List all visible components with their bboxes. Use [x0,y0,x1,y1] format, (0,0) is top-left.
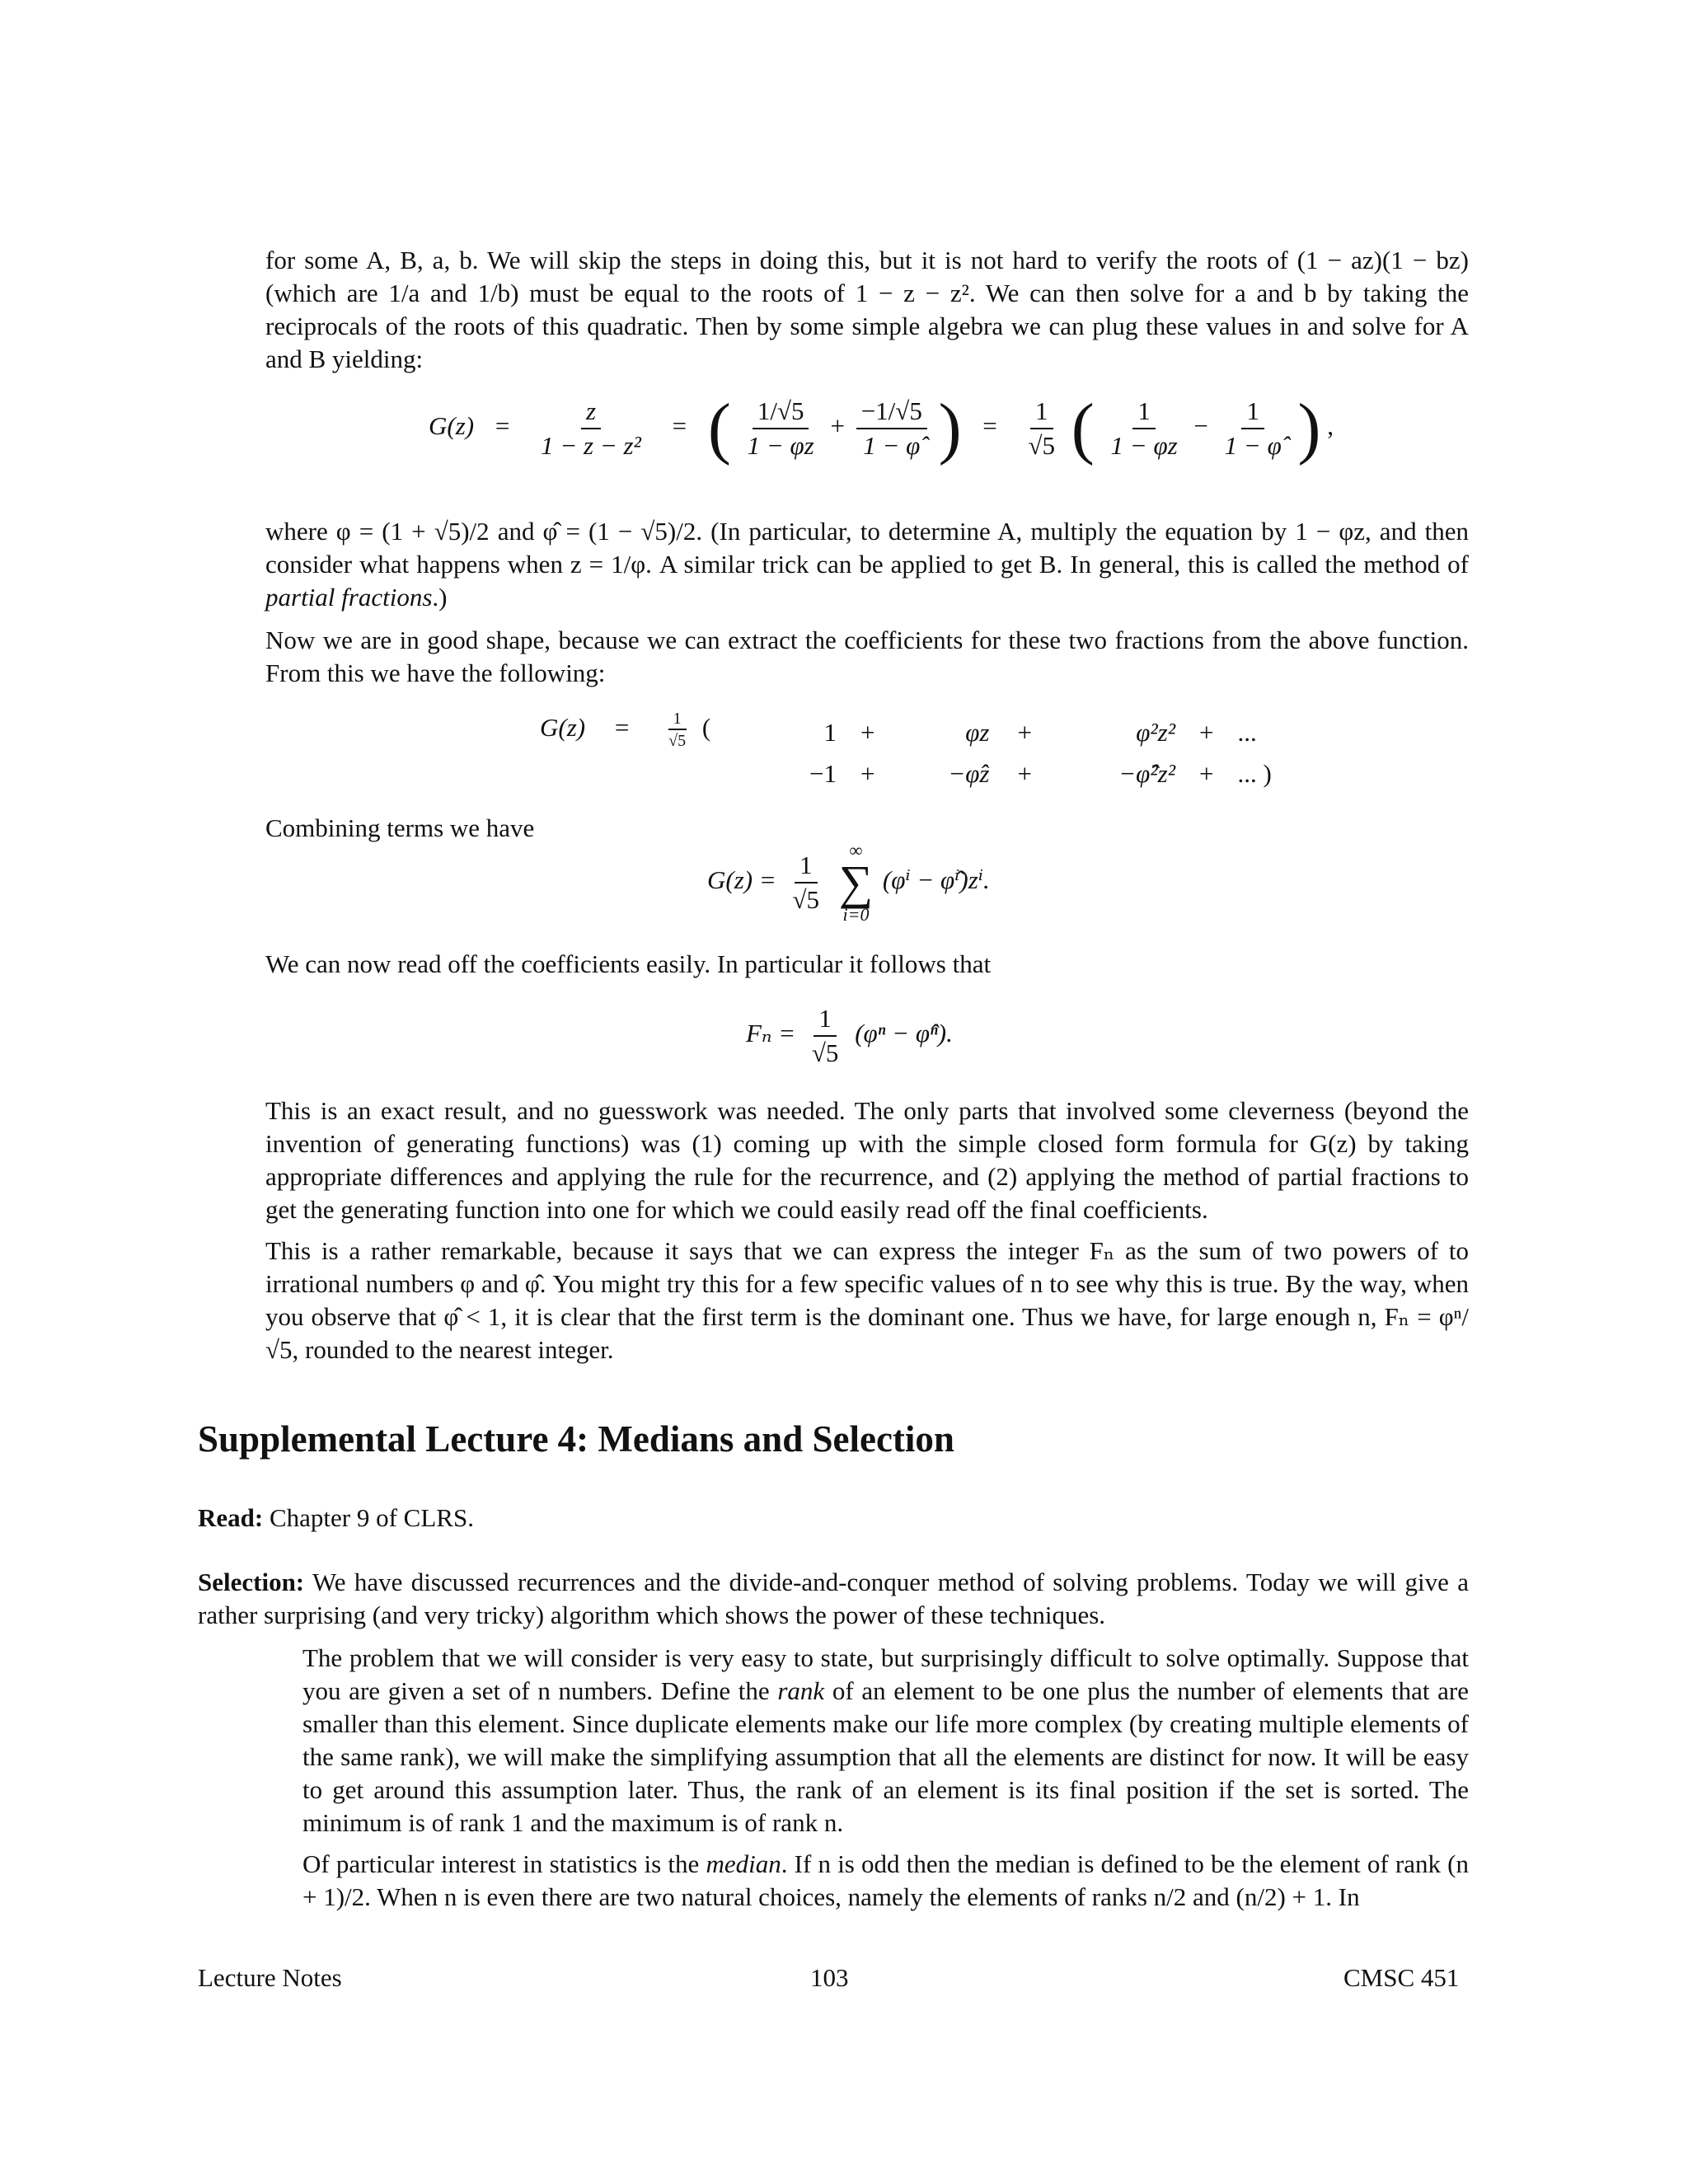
eq1-equals-1: = [495,411,510,441]
eq2-coefficient: $\frac{1}{√5}$ [668,710,687,750]
eq1-lhs: G(z) [429,411,475,441]
footer-right: CMSC 451 [1343,1963,1460,1992]
eq1-equals-2: = [672,411,687,441]
paragraph-extract-coefficients: Now we are in good shape, because we can extract the coefficients for these two fractions from the above function. From this we have the following: [265,626,1469,687]
eq1-fraction-1: $\frac{z}{\text{1 − z − z²}}$ [541,396,641,460]
eq3-body: (φⁱ − φ̂ⁱ)zⁱ. [882,865,990,895]
eq4-coefficient: $\frac{1}{√5}$ [811,1004,839,1067]
equation-closed-sum [707,841,990,925]
eq1-right-paren-2: ) [1297,390,1321,466]
emphasis-median: median [706,1849,781,1878]
footer-page-number: 103 [810,1963,849,1992]
eq4-body: (φⁿ − φ̂ⁿ). [855,1019,953,1048]
footer-left: Lecture Notes [198,1963,342,1992]
emphasis-rank: rank [777,1676,825,1705]
eq1-left-paren: ( [707,390,731,466]
eq2-lhs: G(z) [540,713,586,743]
eq2-open-paren: ( [701,713,711,743]
eq1-minus: − [1193,411,1208,441]
eq2-equals: = [614,713,630,743]
paragraph-selection: Selection: We have discussed recurrences and the divide-and-conquer method of solving problems. Today we will give a rather surprising (and very tricky) algorithm which shows the power of these techniques. [198,1568,1469,1629]
selection-label: Selection: [198,1568,305,1596]
eq2-row-1: 1 + φz + φ²z² + ... [823,718,1257,747]
eq2-row-2: −1 + −φ̂z + −φ̂²z² + ... ) [809,759,1272,788]
paragraph-rank-definition: The problem that we will consider is very easy to state, but surprisingly difficult to solve optimally. Suppose that you are given a set of n numbers. Define the rank of an element to be one plus the number of elements that are smaller than this element. Since duplicate elements make our life more complex (by creating multiple elements of the same rank), we will make the simplifying assumption that all the elements are distinct for now. It will be easy to get around this assumption later. Thus, the rank of an element is its final position if the set is sorted. The minimum is of rank 1 and the maximum is of rank n. [302,1643,1469,1837]
eq3-lhs: G(z) = [707,865,776,895]
eq1-right-paren: ) [938,390,962,466]
paragraph-read: Read: Chapter 9 of CLRS. [198,1503,474,1532]
eq4-lhs: Fₙ = [746,1019,796,1048]
emphasis-partial-fractions: partial fractions [265,583,433,612]
paragraph-median: Of particular interest in statistics is the median. If n is odd then the median is defined to be the element of rank (n + 1)/2. When n is even there are two natural choices, namely the elements of ranks n/2 and (n/2) + 1. In [302,1849,1469,1911]
paragraph-remarkable: This is a rather remarkable, because it says that we can express the integer Fₙ as the sum of two powers of to irrational numbers φ and φ̂. You might try this for a few specific values of n to see why this is true. By the way, when you observe that φ̂ < 1, it is clear that the first term is the dominant one. Thus we have, for large enough n, Fₙ = φⁿ/√5, rounded to the nearest integer. [265,1236,1469,1364]
paragraph-combining-terms: Combining terms we have [265,813,535,842]
section-heading: Supplemental Lecture 4: Medians and Selection [198,1418,954,1460]
eq1-fraction-4: $\frac{1}{√5}$ [1028,396,1056,460]
eq1-fraction-6: $\frac{1}{1 - \varphî}$ [1224,396,1282,460]
eq3-coefficient: $\frac{1}{√5}$ [792,851,820,914]
eq1-plus: + [830,411,845,441]
eq1-left-paren-2: ( [1071,390,1095,466]
equation-binet [746,1004,953,1068]
eq1-fraction-2: $\frac{1/√5}{1 - \varphi z}$ [747,396,814,460]
eq1-equals-3: = [982,411,997,441]
equation-series-expansion [540,710,710,750]
eq3-summation: ∞ ∑ i=0 [838,840,874,925]
eq1-fraction-5: $\frac{1}{1 - \varphi z}$ [1110,396,1178,460]
paragraph-roots: for some A, B, a, b. We will skip the steps in doing this, but it is not hard to verify the roots of (1 − az)(1 − bz) (which are 1/a and 1/b) must be equal to the roots of 1 − z − z². We can then solve for a and b by taking the reciprocals of the roots of this quadratic. Then by some simple algebra we can plug these values in and solve for A and B yielding: [265,246,1469,373]
read-label: Read: [198,1503,264,1532]
paragraph-read-off: We can now read off the coefficients easily. In particular it follows that [265,949,992,978]
eq1-fraction-3: $\frac{-1/√5}{1 - \varphî}$ [856,396,927,461]
paragraph-exact-result: This is an exact result, and no guesswork was needed. The only parts that involved some cleverness (beyond the invention of generating functions) was (1) coming up with the simple closed form formula for G(z) by taking appropriate differences and applying the rule for the recurrence, and (2) applying the method of partial fractions to get the generating function into one for which we could easily read off the final coefficients. [265,1096,1469,1224]
eq1-trailing-comma: , [1327,411,1334,441]
paragraph-phi-definition: where φ = (1 + √5)/2 and φ̂ = (1 − √5)/2. (In particular, to determine A, multiply the equation by 1 − φz, and then consider what happens when z = 1/φ. A similar trick can be applied to get B. In general, this is called the method of partial fractions.) [265,517,1469,612]
equation-partial-fractions [429,390,1334,494]
